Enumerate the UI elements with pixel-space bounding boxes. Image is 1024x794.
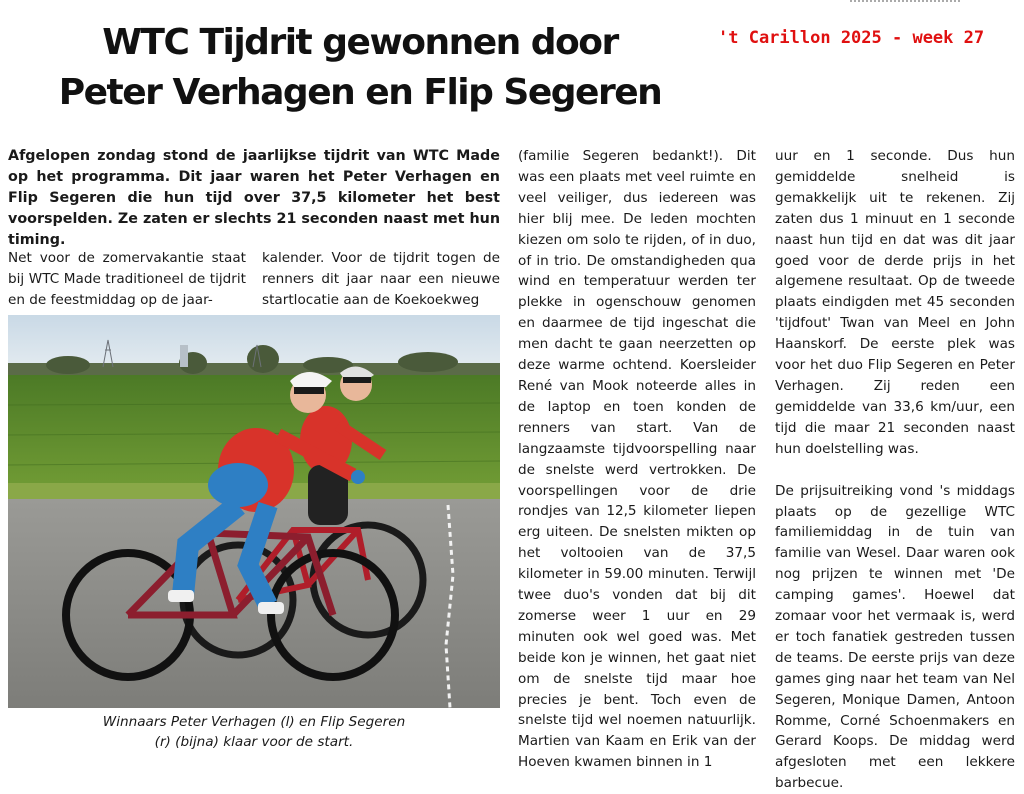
photo-caption [8,712,500,752]
caption-line-2: (r) (bijna) klaar voor de start. [154,734,354,750]
body-text-col-4-p2: De prijsuitreiking vond 's middags plaats op de gezellige WTC familiemiddag in de tuin van familie van Wesel. Daar waren ook nog prijzen te winnen met 'De camping games'. Hoewel dat zomaar voor het vermaak is, werd er toch fanatiek gestreden tussen de teams. De eerste prijs van deze games ging naar het team van Nel Segeren, Monique Damen, Antoon Romme, Corné Schoenmakers en Gerard Koops. De middag werd afgesloten met een lekkere barbecue. [775,482,1015,792]
caption-line-1: Winnaars Peter Verhagen (l) en Flip Segeren [102,714,406,730]
headline-line-2: Peter Verhagen en Flip Segeren [58,72,662,113]
cyclists-photo [8,315,500,708]
body-text-col-1: Net voor de zomervakantie staat bij WTC Made traditioneel de tijdrit en de feestmiddag op de jaar- [8,250,246,308]
body-text-col-3: (familie Segeren bedankt!). Dit was een plaats met veel ruimte en veel veiliger, dus iedereen was hier blij mee. De leden mochten kiezen om solo te rijden, of in duo, of in trio. De omstandigheden qua wind en temperatuur werden ter plekke in ogenschouw genomen en daarmee de tijd ingeschat die men dacht te gaan neerzetten op deze warme ochtend. Koersleider René van Mook noteerde alles in de laptop en toen konden de renners van start. Van de langzaamste tijdvoorspelling naar de snelste werd vertrokken. De voorspellingen voor de drie rondjes van 12,5 kilometer liepen erg uiteen. De snelsten mikten op het voltooien van de 37,5 kilometer in 59.00 minuten. Terwijl twee duo's vonden dat bij dit zomerse weer 1 uur en 29 minuten ook wel goed was. Met beide kon je winnen, het gaat niet om de snelste tijd maar hoe precies je bent. Toch even de snelste tijd wel noemen natuurlijk. Martien van Kaam en Erik van der Hoeven kwamen binnen in 1 [518,148,756,771]
body-text-col-2: kalender. Voor de tijdrit togen de renners dit jaar naar een nieuwe startlocatie aan de Koekoekweg [262,250,500,308]
headline-line-1: WTC Tijdrit gewonnen door [102,22,618,63]
body-text-col-4-p1: uur en 1 seconde. Dus hun gemiddelde snelheid is gemakkelijk uit te rekenen. Zij zaten dus 1 minuut en 1 seconde naast hun tijd en dat was dit jaar goed voor de derde prijs in het algemene resultaat. Op de tweede plaats eindigden met 45 seconden 'tijdfout' Twan van Meel en John Haanskorf. De eerste plek was voor het duo Flip Segeren en Peter Verhagen. Zij reden een gemiddelde van 33,6 km/uur, een tijd die maar 21 seconden naast hun doelstelling was. [775,148,1015,457]
factory-building [180,345,188,367]
body-column-3 [518,146,756,773]
body-column-4 [775,146,1015,794]
scan-artifact [850,0,960,8]
body-column-2 [262,248,500,311]
intro-paragraph: Afgelopen zondag stond de jaarlijkse tijdrit van WTC Made op het programma. Dit jaar waren het Peter Verhagen en Flip Segeren die hun tijd over 37,5 kilometer het best voorspelden. Ze zaten er slechts 21 seconden naast met hun timing. [8,148,500,248]
source-tag: 't Carillon 2025 - week 27 [718,28,985,48]
headline [20,18,700,118]
body-column-1 [8,248,246,311]
